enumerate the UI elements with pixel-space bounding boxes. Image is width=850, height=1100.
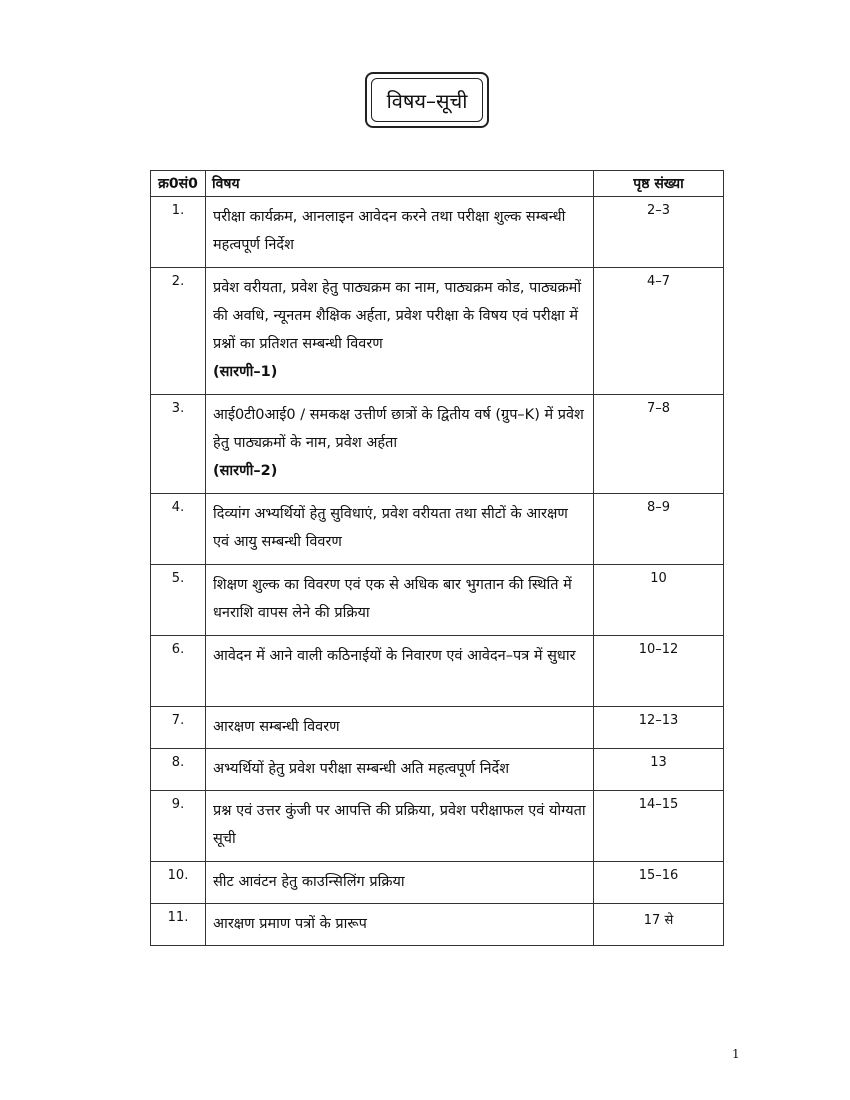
- table-row: [151, 494, 724, 565]
- table-row: [151, 197, 724, 268]
- table-row: [151, 268, 724, 395]
- row-serial: 10.: [151, 862, 206, 904]
- row-pages: 12–13: [594, 707, 724, 749]
- row-subject: [206, 791, 594, 862]
- row-text: आरक्षण प्रमाण पत्रों के प्रारूप: [213, 916, 367, 932]
- row-subject: [206, 749, 594, 791]
- header-page-count: पृष्ठ संख्या: [594, 171, 724, 197]
- row-serial: 5.: [151, 565, 206, 636]
- table-row: [151, 565, 724, 636]
- row-pages: 17 से: [594, 904, 724, 946]
- page-title: विषय–सूची: [371, 78, 483, 122]
- table-row: [151, 862, 724, 904]
- row-serial: 2.: [151, 268, 206, 395]
- row-pages: 7–8: [594, 395, 724, 494]
- row-subject: [206, 636, 594, 707]
- row-text: आरक्षण सम्बन्धी विवरण: [213, 719, 340, 735]
- row-text: प्रश्न एवं उत्तर कुंजी पर आपत्ति की प्रक्रिया, प्रवेश परीक्षाफल एवं योग्यता सूची: [213, 803, 586, 847]
- table-row: [151, 707, 724, 749]
- row-subject: [206, 565, 594, 636]
- table-row: [151, 749, 724, 791]
- row-serial: 11.: [151, 904, 206, 946]
- page-number: 1: [732, 1047, 740, 1061]
- row-serial: 9.: [151, 791, 206, 862]
- row-serial: 3.: [151, 395, 206, 494]
- row-text: अभ्यर्थियों हेतु प्रवेश परीक्षा सम्बन्धी अति महत्वपूर्ण निर्देश: [213, 761, 510, 777]
- row-text: दिव्यांग अभ्यर्थियों हेतु सुविधाएं, प्रवेश वरीयता तथा सीटों के आरक्षण एवं आयु सम्बन्धी विवरण: [213, 506, 568, 550]
- row-subject: [206, 862, 594, 904]
- row-subject: [206, 904, 594, 946]
- header-serial-no: क्र0सं0: [151, 171, 206, 197]
- table-row: [151, 636, 724, 707]
- row-serial: 6.: [151, 636, 206, 707]
- row-serial: 8.: [151, 749, 206, 791]
- table-row: [151, 395, 724, 494]
- row-subject: [206, 707, 594, 749]
- row-text: सीट आवंटन हेतु काउन्सिलिंग प्रक्रिया: [213, 874, 405, 890]
- table-header-row: [151, 171, 724, 197]
- row-pages: 2–3: [594, 197, 724, 268]
- header-subject: विषय: [206, 171, 594, 197]
- row-pages: 10–12: [594, 636, 724, 707]
- row-subject: [206, 494, 594, 565]
- row-table-ref: (सारणी–2): [213, 463, 278, 479]
- row-pages: 10: [594, 565, 724, 636]
- row-subject: [206, 268, 594, 395]
- row-text: आई0टी0आई0 / समकक्ष उत्तीर्ण छात्रों के द्वितीय वर्ष (ग्रुप–K) में प्रवेश हेतु पाठ्यक्रमों के नाम, प्रवेश अर्हता: [213, 407, 584, 451]
- row-text: शिक्षण शुल्क का विवरण एवं एक से अधिक बार भुगतान की स्थिति में धनराशि वापस लेने की प्रक्रिया: [213, 577, 572, 621]
- row-pages: 14–15: [594, 791, 724, 862]
- row-serial: 1.: [151, 197, 206, 268]
- row-text: प्रवेश वरीयता, प्रवेश हेतु पाठ्यक्रम का नाम, पाठ्यक्रम कोड, पाठ्यक्रमों की अवधि, न्यूनतम शैक्षिक अर्हता, प्रवेश परीक्षा के विषय एवं परीक्षा में प्रश्नों का प्रतिशत सम्बन्धी विवरण: [213, 280, 582, 352]
- row-subject: [206, 197, 594, 268]
- row-subject: [206, 395, 594, 494]
- row-table-ref: (सारणी–1): [213, 364, 278, 380]
- row-text: आवेदन में आने वाली कठिनाईयों के निवारण एवं आवेदन–पत्र में सुधार: [213, 648, 576, 664]
- title-box: [365, 72, 489, 128]
- table-row: [151, 904, 724, 946]
- table-row: [151, 791, 724, 862]
- row-pages: 13: [594, 749, 724, 791]
- contents-table: [150, 170, 724, 946]
- row-serial: 7.: [151, 707, 206, 749]
- row-pages: 8–9: [594, 494, 724, 565]
- row-pages: 4–7: [594, 268, 724, 395]
- row-pages: 15–16: [594, 862, 724, 904]
- row-text: परीक्षा कार्यक्रम, आनलाइन आवेदन करने तथा परीक्षा शुल्क सम्बन्धी महत्वपूर्ण निर्देश: [213, 209, 566, 253]
- row-serial: 4.: [151, 494, 206, 565]
